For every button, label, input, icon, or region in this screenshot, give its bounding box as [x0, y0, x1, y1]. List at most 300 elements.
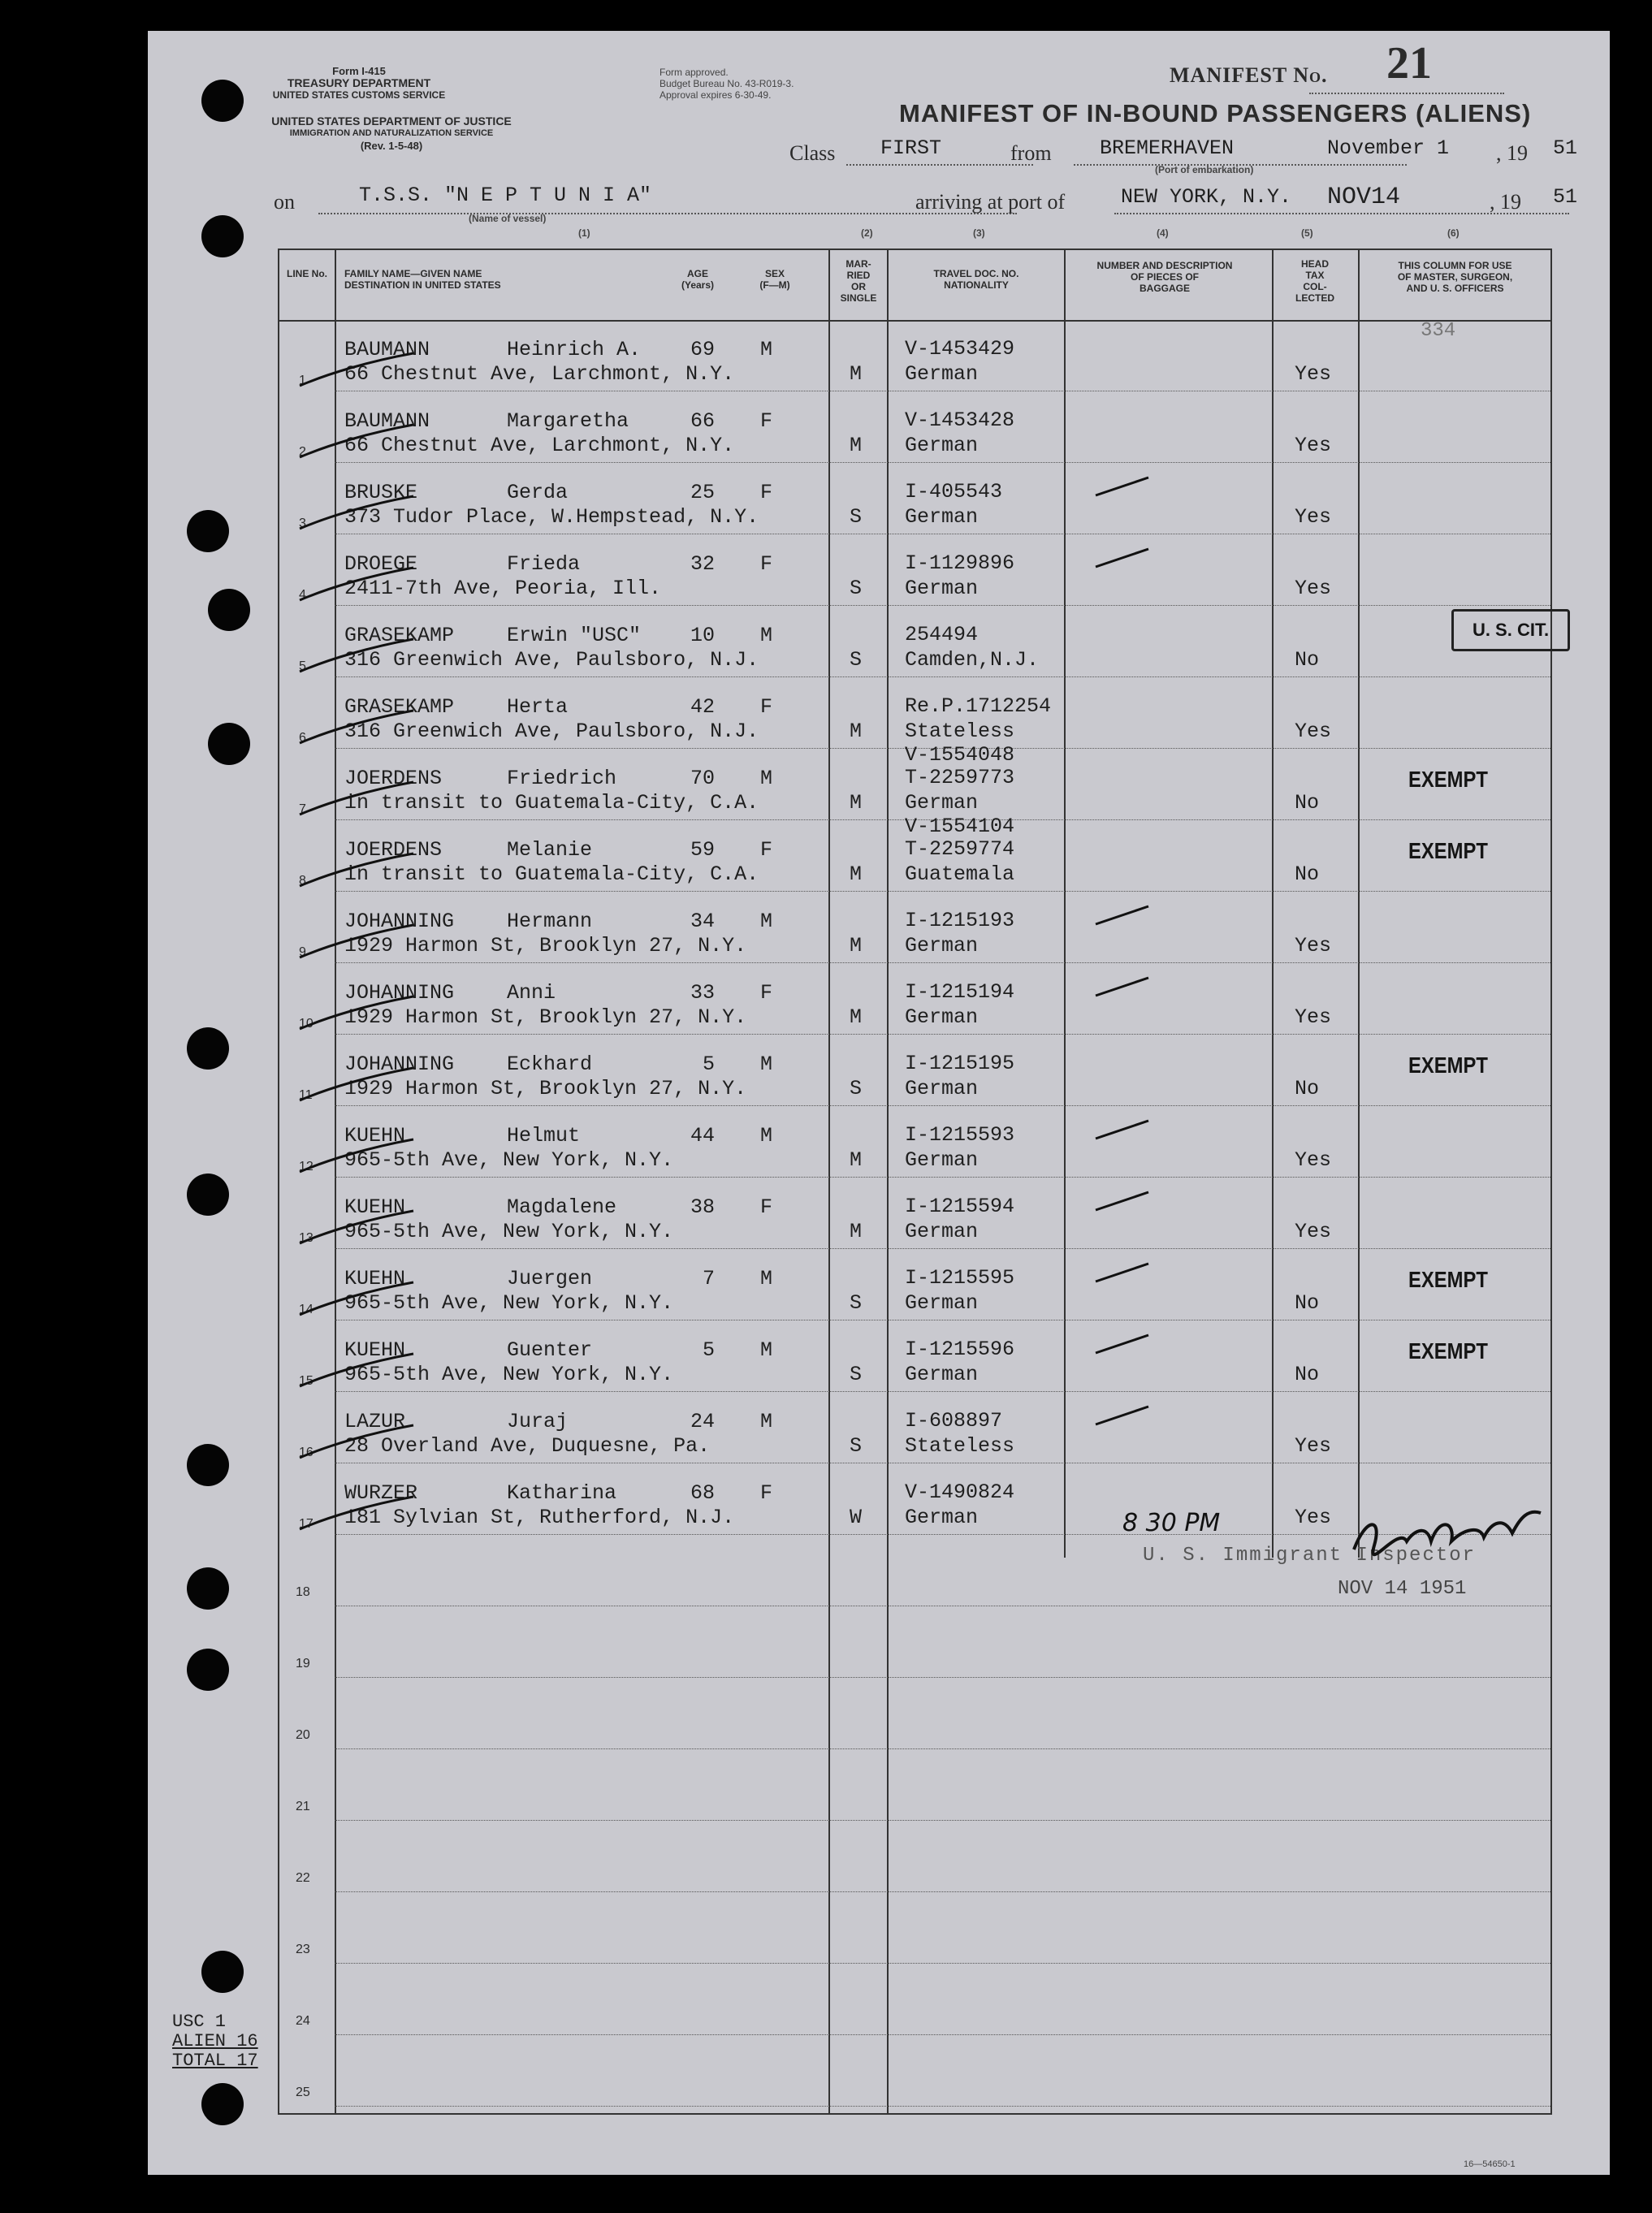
on-label: on	[274, 190, 295, 214]
destination: 965-5th Ave, New York, N.Y.	[344, 1220, 674, 1243]
nationality: German	[905, 934, 979, 957]
age: 42	[690, 695, 715, 719]
baggage-check-mark	[1092, 971, 1157, 1004]
col-num-2: (2)	[861, 227, 873, 239]
family-name: JOERDENS	[344, 767, 443, 790]
sex: F	[760, 1195, 773, 1219]
exempt-stamp: EXEMPT	[1408, 838, 1488, 863]
line-check-mark	[296, 492, 417, 533]
binder-hole	[208, 589, 250, 631]
binder-hole	[201, 1951, 244, 1993]
destination: 2411-7th Ave, Peoria, Ill.	[344, 577, 662, 600]
nationality: German	[905, 1148, 979, 1172]
destination: 28 Overland Ave, Duquesne, Pa.	[344, 1434, 711, 1458]
nationality: German	[905, 1363, 979, 1386]
line-check-mark	[296, 707, 417, 747]
age: 24	[690, 1410, 715, 1433]
header-travel-doc: TRAVEL DOC. NO. NATIONALITY	[933, 268, 1019, 291]
table-row	[279, 534, 1550, 606]
age: 32	[690, 552, 715, 576]
table-row	[279, 892, 1550, 963]
class-label: Class	[789, 141, 836, 165]
given-name: Friedrich	[507, 767, 617, 790]
binder-hole	[187, 510, 229, 552]
arrival-time-note: 8 30 PM	[1122, 1509, 1221, 1537]
row-line-no: 6	[299, 731, 306, 745]
table-row	[279, 963, 1550, 1035]
baggage-check-mark	[1092, 1329, 1157, 1361]
treasury-dept: TREASURY DEPARTMENT	[287, 76, 431, 89]
marital-status: M	[850, 362, 863, 386]
header-name: FAMILY NAME—GIVEN NAME DESTINATION IN UNITED STATES	[344, 268, 501, 291]
exempt-stamp: EXEMPT	[1408, 1267, 1488, 1292]
age: 7	[702, 1267, 715, 1290]
baggage-check-mark	[1092, 471, 1157, 504]
nationality: Stateless	[905, 720, 1015, 743]
tally-box	[172, 2012, 258, 2071]
family-name: DROEGE	[344, 552, 418, 576]
age: 33	[690, 981, 715, 1005]
marital-status: M	[850, 720, 863, 743]
head-tax: No	[1295, 791, 1320, 815]
baggage-check-mark	[1092, 1400, 1157, 1433]
empty-table-row	[279, 1821, 1550, 1892]
marital-status: S	[850, 648, 863, 672]
arrival-year-prefix: , 19	[1490, 190, 1521, 214]
family-name: LAZUR	[344, 1410, 406, 1433]
embark-port: BREMERHAVEN	[1100, 136, 1235, 160]
head-tax: Yes	[1295, 1506, 1332, 1529]
justice-header	[270, 115, 513, 152]
row-line-no: 21	[296, 1800, 310, 1813]
head-tax: Yes	[1295, 1148, 1332, 1172]
marital-status: S	[850, 1291, 863, 1315]
col-num-1: (1)	[578, 227, 590, 239]
given-name: Heinrich A.	[507, 338, 642, 361]
marital-status: M	[850, 434, 863, 457]
row-line-no: 17	[299, 1517, 314, 1531]
baggage-check-mark	[1092, 900, 1157, 932]
exempt-stamp: EXEMPT	[1408, 1052, 1488, 1078]
sex: F	[760, 695, 773, 719]
family-name: JOERDENS	[344, 838, 443, 862]
table-row	[279, 815, 1550, 892]
row-line-no: 12	[299, 1160, 314, 1173]
marital-status: S	[850, 1434, 863, 1458]
exempt-stamp: EXEMPT	[1408, 1338, 1488, 1364]
empty-table-row	[279, 2035, 1550, 2107]
marital-status: M	[850, 1220, 863, 1243]
binder-hole	[187, 1173, 229, 1216]
binder-hole	[201, 215, 244, 257]
marital-status: M	[850, 934, 863, 957]
us-cit-stamp-text: U. S. CIT.	[1472, 620, 1550, 640]
approval-line-1: Form approved.	[660, 67, 729, 78]
given-name: Juergen	[507, 1267, 593, 1290]
age: 68	[690, 1481, 715, 1505]
family-name: KUEHN	[344, 1267, 406, 1290]
binder-hole	[208, 723, 250, 765]
row-line-no: 19	[296, 1657, 310, 1671]
col-num-6: (6)	[1447, 227, 1460, 239]
line-check-mark	[296, 921, 417, 962]
travel-doc-no: I-608897	[905, 1409, 1003, 1433]
travel-doc-no: I-1215594	[905, 1195, 1015, 1218]
row-line-no: 22	[296, 1871, 310, 1885]
manifest-number-line	[1309, 93, 1504, 94]
nationality: German	[905, 1506, 979, 1529]
sex: M	[760, 1338, 773, 1362]
row-line-no: 4	[299, 588, 306, 602]
given-name: Herta	[507, 695, 569, 719]
table-row	[279, 677, 1550, 749]
head-tax: No	[1295, 648, 1320, 672]
col-num-4: (4)	[1157, 227, 1169, 239]
row-line-no: 20	[296, 1728, 310, 1742]
table-row	[279, 606, 1550, 677]
travel-doc-no: V-1453428	[905, 408, 1015, 432]
nationality: German	[905, 362, 979, 386]
binder-hole	[187, 1444, 229, 1486]
family-name: BAUMANN	[344, 409, 430, 433]
embark-caption: (Port of embarkation)	[1155, 164, 1254, 175]
line-check-mark	[296, 1135, 417, 1176]
form-header-left	[270, 65, 448, 102]
arrival-date: NOV14	[1327, 184, 1401, 211]
destination: 373 Tudor Place, W.Hempstead, N.Y.	[344, 505, 759, 529]
row-line-no: 15	[299, 1374, 314, 1388]
age: 25	[690, 481, 715, 504]
line-check-mark	[296, 349, 417, 390]
nationality: Camden,N.J.	[905, 648, 1040, 672]
form-number: Form I-415	[332, 65, 386, 77]
family-name: JOHANNING	[344, 1052, 455, 1076]
tally-alien: ALIEN 16	[172, 2031, 258, 2051]
inspector-date: NOV 14 1951	[1338, 1578, 1467, 1600]
destination: 965-5th Ave, New York, N.Y.	[344, 1363, 674, 1386]
inspector-label: U. S. Immigrant Inspector	[1143, 1545, 1477, 1567]
vessel-name: T.S.S. "N E P T U N I A"	[359, 184, 652, 207]
nationality: German	[905, 577, 979, 600]
age: 34	[690, 910, 715, 933]
nationality: German	[905, 1291, 979, 1315]
line-check-mark	[296, 849, 417, 890]
row-line-no: 24	[296, 2014, 310, 2028]
destination: 316 Greenwich Ave, Paulsboro, N.J.	[344, 648, 759, 672]
head-tax: No	[1295, 1077, 1320, 1100]
destination: 965-5th Ave, New York, N.Y.	[344, 1148, 674, 1172]
manifest-table	[278, 249, 1552, 2115]
row-line-no: 5	[299, 659, 306, 673]
line-check-mark	[296, 421, 417, 461]
given-name: Melanie	[507, 838, 593, 862]
header-age: AGE (Years)	[681, 268, 715, 291]
destination: 66 Chestnut Ave, Larchmont, N.Y.	[344, 434, 735, 457]
nationality: German	[905, 505, 979, 529]
head-tax: Yes	[1295, 934, 1332, 957]
marital-status: M	[850, 862, 863, 886]
baggage-check-mark	[1092, 1186, 1157, 1218]
sex: M	[760, 338, 773, 361]
header-married: MAR- RIED OR SINGLE	[840, 258, 877, 304]
destination: 965-5th Ave, New York, N.Y.	[344, 1291, 674, 1315]
age: 5	[702, 1052, 715, 1076]
travel-doc-no: V-1490824	[905, 1480, 1015, 1504]
family-name: GRASEKAMP	[344, 624, 455, 647]
nationality: German	[905, 1220, 979, 1243]
justice-dept: UNITED STATES DEPARTMENT OF JUSTICE	[271, 115, 512, 128]
arrival-port: NEW YORK, N.Y.	[1121, 185, 1292, 209]
head-tax: No	[1295, 1291, 1320, 1315]
head-tax: Yes	[1295, 720, 1332, 743]
given-name: Guenter	[507, 1338, 593, 1362]
destination: in transit to Guatemala-City, C.A.	[344, 791, 759, 815]
age: 66	[690, 409, 715, 433]
table-row	[279, 463, 1550, 534]
given-name: Hermann	[507, 910, 593, 933]
age: 10	[690, 624, 715, 647]
travel-doc-no: Re.P.1712254	[905, 694, 1052, 718]
row-line-no: 10	[299, 1017, 314, 1031]
head-tax: Yes	[1295, 505, 1332, 529]
class-value: FIRST	[880, 136, 942, 160]
line-check-mark	[296, 1064, 417, 1104]
table-row	[279, 1249, 1550, 1320]
row-line-no: 1	[299, 374, 306, 387]
departure-year-prefix: , 19	[1496, 141, 1528, 165]
class-line	[846, 164, 1033, 166]
tally-usc: USC 1	[172, 2012, 227, 2032]
sex: F	[760, 552, 773, 576]
travel-doc-no: V-1554048 T-2259773	[905, 743, 1015, 789]
table-row	[279, 1106, 1550, 1178]
table-header-row	[279, 250, 1550, 322]
family-name: JOHANNING	[344, 981, 455, 1005]
travel-doc-no: I-405543	[905, 480, 1003, 504]
table-row	[279, 1320, 1550, 1392]
travel-doc-no: I-1215194	[905, 980, 1015, 1004]
travel-doc-no: I-1215596	[905, 1338, 1015, 1361]
baggage-check-mark	[1092, 1257, 1157, 1290]
marital-status: W	[850, 1506, 863, 1529]
given-name: Frieda	[507, 552, 581, 576]
sex: M	[760, 767, 773, 790]
binder-hole	[187, 1567, 229, 1610]
head-tax: No	[1295, 1363, 1320, 1386]
line-check-mark	[296, 992, 417, 1033]
empty-table-row	[279, 1678, 1550, 1749]
sex: F	[760, 981, 773, 1005]
binder-hole	[187, 1649, 229, 1691]
travel-doc-no: I-1129896	[905, 551, 1015, 575]
sex: M	[760, 1267, 773, 1290]
line-check-mark	[296, 1421, 417, 1462]
col-num-3: (3)	[973, 227, 985, 239]
travel-doc-no: V-1453429	[905, 337, 1015, 361]
sex: M	[760, 1410, 773, 1433]
given-name: Anni	[507, 981, 556, 1005]
nationality: German	[905, 1077, 979, 1100]
marital-status: S	[850, 577, 863, 600]
manifest-title: MANIFEST OF IN-BOUND PASSENGERS (ALIENS)	[899, 99, 1532, 128]
table-row	[279, 1178, 1550, 1249]
family-name: KUEHN	[344, 1338, 406, 1362]
approval-block	[660, 67, 794, 101]
empty-table-row	[279, 1749, 1550, 1821]
travel-doc-no: I-1215593	[905, 1123, 1015, 1147]
nationality: German	[905, 434, 979, 457]
given-name: Katharina	[507, 1481, 617, 1505]
sex: M	[760, 1052, 773, 1076]
manifest-number-label: MANIFEST No.	[1170, 63, 1328, 87]
empty-table-row	[279, 1892, 1550, 1964]
from-label: from	[1010, 141, 1052, 165]
binder-hole	[201, 80, 244, 122]
header-sex: SEX (F—M)	[759, 268, 790, 291]
line-check-mark	[296, 1207, 417, 1247]
age: 59	[690, 838, 715, 862]
head-tax: Yes	[1295, 362, 1332, 386]
departure-date: November 1	[1327, 136, 1450, 160]
header-head-tax: HEAD TAX COL- LECTED	[1295, 258, 1334, 304]
row-line-no: 9	[299, 945, 306, 959]
approval-line-2: Budget Bureau No. 43-R019-3.	[660, 78, 794, 89]
row-line-no: 8	[299, 874, 306, 888]
arriving-label: arriving at port of	[915, 190, 1066, 214]
travel-doc-no: I-1215195	[905, 1052, 1015, 1075]
age: 69	[690, 338, 715, 361]
row-line-no: 3	[299, 517, 306, 530]
marital-status: M	[850, 1148, 863, 1172]
head-tax: Yes	[1295, 1434, 1332, 1458]
destination: 316 Greenwich Ave, Paulsboro, N.J.	[344, 720, 759, 743]
row-divider	[335, 2106, 1550, 2107]
marital-status: S	[850, 505, 863, 529]
family-name: GRASEKAMP	[344, 695, 455, 719]
tally-total: TOTAL 17	[172, 2051, 258, 2071]
form-revision: (Rev. 1-5-48)	[360, 140, 423, 152]
empty-table-row	[279, 1606, 1550, 1678]
row-line-no: 7	[299, 802, 306, 816]
header-officers: THIS COLUMN FOR USE OF MASTER, SURGEON, AND U. S. OFFICERS	[1397, 260, 1513, 294]
header-line-no: LINE No.	[287, 268, 327, 279]
row-line-no: 25	[296, 2085, 310, 2099]
line-check-mark	[296, 1493, 417, 1533]
table-row	[279, 1392, 1550, 1463]
age: 44	[690, 1124, 715, 1148]
line-check-mark	[296, 1278, 417, 1319]
age: 70	[690, 767, 715, 790]
nationality: Guatemala	[905, 862, 1015, 886]
head-tax: No	[1295, 862, 1320, 886]
line-check-mark	[296, 564, 417, 604]
destination: 66 Chestnut Ave, Larchmont, N.Y.	[344, 362, 735, 386]
head-tax: Yes	[1295, 1220, 1332, 1243]
given-name: Margaretha	[507, 409, 629, 433]
exempt-stamp: EXEMPT	[1408, 767, 1488, 792]
vessel-line	[318, 213, 1017, 214]
form-footer-code: 16—54650-1	[1464, 2159, 1516, 2169]
col-num-5: (5)	[1301, 227, 1313, 239]
inspector-signature	[1350, 1501, 1545, 1566]
marital-status: S	[850, 1363, 863, 1386]
manifest-page	[148, 31, 1610, 2175]
destination: in transit to Guatemala-City, C.A.	[344, 862, 759, 886]
arrival-year: 51	[1553, 185, 1578, 209]
manifest-number: 21	[1386, 38, 1432, 89]
sex: F	[760, 838, 773, 862]
row-line-no: 18	[296, 1585, 310, 1599]
given-name: Juraj	[507, 1410, 569, 1433]
row-line-no: 11	[299, 1088, 313, 1102]
table-row	[279, 391, 1550, 463]
given-name: Erwin "USC"	[507, 624, 642, 647]
empty-table-row	[279, 1964, 1550, 2035]
destination: 181 Sylvian St, Rutherford, N.J.	[344, 1506, 735, 1529]
age: 5	[702, 1338, 715, 1362]
sex: F	[760, 481, 773, 504]
row-line-no: 2	[299, 445, 306, 459]
ins-service: IMMIGRATION AND NATURALIZATION SERVICE	[289, 128, 494, 138]
travel-doc-no: I-1215193	[905, 909, 1015, 932]
line-check-mark	[296, 778, 417, 819]
sex: M	[760, 1124, 773, 1148]
officer-note-top: 334	[1421, 320, 1456, 342]
header-baggage: NUMBER AND DESCRIPTION OF PIECES OF BAGGAGE	[1096, 260, 1233, 294]
given-name: Eckhard	[507, 1052, 593, 1076]
age: 38	[690, 1195, 715, 1219]
destination: 1929 Harmon St, Brooklyn 27, N.Y.	[344, 1077, 747, 1100]
baggage-check-mark	[1092, 1114, 1157, 1147]
baggage-check-mark	[1092, 542, 1157, 575]
nationality: German	[905, 791, 979, 815]
given-name: Helmut	[507, 1124, 581, 1148]
customs-service: UNITED STATES CUSTOMS SERVICE	[272, 89, 446, 101]
departure-year: 51	[1553, 136, 1578, 160]
row-line-no: 16	[299, 1446, 314, 1459]
sex: M	[760, 624, 773, 647]
table-row	[279, 320, 1550, 391]
head-tax: Yes	[1295, 434, 1332, 457]
family-name: BRUSKE	[344, 481, 418, 504]
line-check-mark	[296, 1350, 417, 1390]
destination: 1929 Harmon St, Brooklyn 27, N.Y.	[344, 934, 747, 957]
approval-line-3: Approval expires 6-30-49.	[660, 89, 772, 101]
nationality: German	[905, 1005, 979, 1029]
table-row	[279, 1035, 1550, 1106]
family-name: WURZER	[344, 1481, 418, 1505]
binder-hole	[187, 1027, 229, 1070]
family-name: KUEHN	[344, 1195, 406, 1219]
binder-hole	[201, 2083, 244, 2125]
family-name: BAUMANN	[344, 338, 430, 361]
marital-status: S	[850, 1077, 863, 1100]
sex: F	[760, 1481, 773, 1505]
sex: M	[760, 910, 773, 933]
row-line-no: 13	[299, 1231, 314, 1245]
head-tax: Yes	[1295, 577, 1332, 600]
family-name: KUEHN	[344, 1124, 406, 1148]
head-tax: Yes	[1295, 1005, 1332, 1029]
sex: F	[760, 409, 773, 433]
travel-doc-no: I-1215595	[905, 1266, 1015, 1290]
travel-doc-no: V-1554104 T-2259774	[905, 815, 1015, 861]
row-line-no: 14	[299, 1303, 314, 1316]
vessel-caption: (Name of vessel)	[469, 213, 547, 224]
row-line-no: 23	[296, 1943, 310, 1956]
destination: 1929 Harmon St, Brooklyn 27, N.Y.	[344, 1005, 747, 1029]
family-name: JOHANNING	[344, 910, 455, 933]
